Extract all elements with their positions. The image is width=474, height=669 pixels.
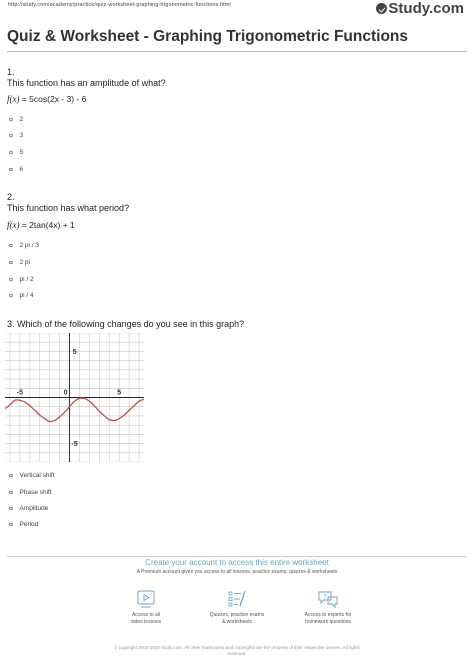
radio-button[interactable] [9,134,13,138]
y-tick-label-5: 5 [72,348,77,356]
question-1-number: 1. [7,67,15,77]
page-url: http://study.com/academy/practice/quiz-worksheet-graphing-trigonometric-functions.html [8,2,231,8]
option-label: Vertical shift [19,472,55,479]
option-label: 2 [19,116,24,123]
radio-button[interactable] [9,261,13,265]
question-3-prompt: Which of the following changes do you see in this graph? [17,319,245,329]
copyright-footer [0,645,474,657]
radio-button[interactable] [9,151,13,155]
question-1-option-2[interactable] [9,132,23,139]
chat-icon [316,589,340,609]
feature-label-line: video lessons [130,618,162,625]
feature-label [278,612,378,625]
question-2-option-1[interactable] [9,242,39,249]
feature-label-line: homework questions [305,618,351,625]
copyright-line: © copyright 2003-2020 Study.com. All other trademarks and copyrights are the property of their respective owners. All rights [114,645,360,650]
copyright-line: reserved. [227,651,247,656]
question-1-option-3[interactable] [9,149,23,156]
option-label: 2 pi / 3 [19,242,40,249]
radio-button[interactable] [9,507,13,511]
radio-button[interactable] [9,278,13,282]
question-1-text: This function has an amplitude of what? [7,78,166,88]
trig-graph [5,333,144,462]
function-expression: = 2tan(4x) + 1 [19,220,75,230]
function-name: f(x) [7,220,20,230]
function-expression: = 5cos(2x - 3) - 6 [19,94,87,104]
checkmark-logo-icon [376,3,387,14]
y-tick-label-neg5: -5 [71,441,78,449]
feature-label [187,612,287,625]
question-1-option-1[interactable] [9,116,23,123]
feature-video-lessons [96,589,196,625]
question-3-option-1[interactable] [9,472,55,479]
question-3-option-3[interactable] [9,505,48,512]
promo-title[interactable]: Create your account to access this entire worksheet [145,558,329,567]
option-label: pi / 2 [19,276,34,283]
option-label: 5 [19,149,24,156]
question-3-text [7,319,244,329]
x-tick-label-5: 5 [117,389,122,397]
feature-label [96,612,196,625]
question-3-number: 3. [7,319,15,329]
question-1-option-4[interactable] [9,166,23,173]
option-label: Phase shift [19,489,52,496]
x-tick-label-neg5: -5 [16,389,24,397]
page-title: Quiz & Worksheet - Graphing Trigonometric Functions [7,28,409,45]
feature-label-line: & worksheets [221,618,252,625]
svg-text:?: ? [323,594,327,601]
video-icon [135,589,157,609]
option-label: 6 [19,166,24,173]
logo-text: Study.com [388,0,464,17]
feature-label-line: Access to all [131,612,161,618]
feature-label-line: Access to experts for [304,612,352,618]
function-name: f(x) [7,94,20,104]
promo-subtitle: A Premium account gives you access to all lessons, practice exams, quizzes & worksheets [136,569,338,575]
radio-button[interactable] [9,118,13,122]
option-label: Period [19,521,39,528]
question-1-function [7,94,86,104]
title-divider [7,51,467,52]
question-2-option-3[interactable] [9,276,34,283]
question-2-text: This function has what period? [7,203,130,213]
question-2-option-4[interactable] [9,292,34,299]
x-tick-label-0: 0 [63,389,68,397]
radio-button[interactable] [9,523,13,527]
option-label: pi / 4 [19,292,34,299]
radio-button[interactable] [9,474,13,478]
promo-divider [7,556,467,557]
radio-button[interactable] [9,244,13,248]
radio-button[interactable] [9,294,13,298]
radio-button[interactable] [9,491,13,495]
option-label: Amplitude [19,505,49,512]
study-logo[interactable] [376,0,464,17]
question-2-function [7,220,75,230]
question-2-number: 2. [7,192,15,202]
question-3-option-2[interactable] [9,489,52,496]
question-3-option-4[interactable] [9,521,38,528]
feature-label-line: Quizzes, practice exams [209,612,265,618]
feature-quizzes [187,589,287,625]
feature-experts [278,589,378,625]
radio-button[interactable] [9,168,13,172]
checklist-icon [226,589,248,609]
question-2-option-2[interactable] [9,259,30,266]
option-label: 3 [19,132,24,139]
option-label: 2 pi [19,259,30,266]
sine-curve [5,398,144,421]
